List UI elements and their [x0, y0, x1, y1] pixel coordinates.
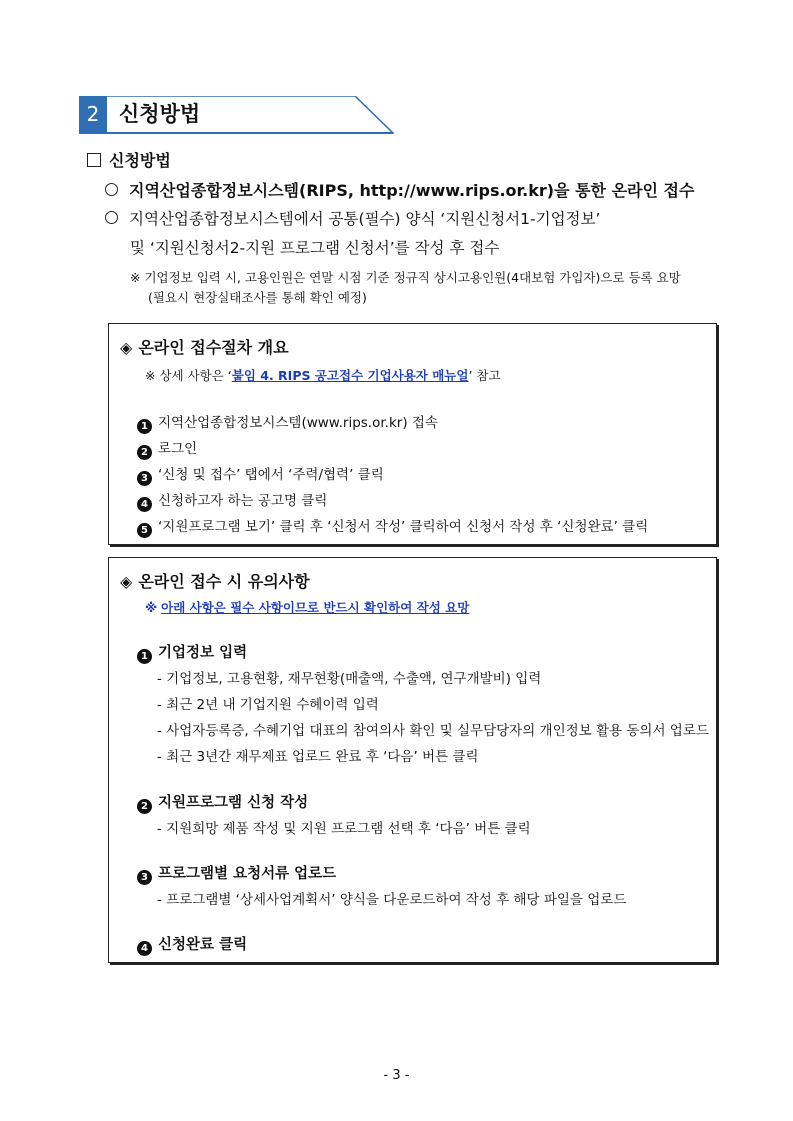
note-prefix: ※ 상세 사항은 ‘: [145, 368, 232, 383]
procedure-step: [137, 463, 384, 486]
step-text: ‘지원프로그램 보기’ 클릭 후 ‘신청서 작성’ 클릭하여 신청서 작성 후 ‘신청완료’ 클릭: [158, 519, 649, 535]
bullet-text: 지역산업종합정보시스템에서 공통(필수) 양식 ‘지원신청서1-기업정보’: [129, 210, 601, 228]
section-title: 신청방법: [119, 102, 201, 126]
procedure-step: [137, 489, 327, 512]
note-mark: ※: [145, 600, 158, 615]
box-heading: [120, 335, 289, 358]
step-number-icon: 1: [137, 649, 152, 664]
section-number: 2: [79, 96, 107, 133]
step-number-icon: 1: [137, 419, 152, 434]
step-number-icon: 3: [137, 471, 152, 486]
procedure-step: [137, 515, 648, 538]
box-title: 온라인 접수 시 유의사항: [138, 572, 310, 591]
step-text: 지역산업종합정보시스템(www.rips.or.kr) 접속: [158, 415, 438, 431]
note-line: ※ 기업정보 입력 시, 고용인원은 연말 시점 기준 정규직 상시고용인원(4대보험 가입자)으로 등록 요망: [130, 270, 681, 285]
step-number-icon: 5: [137, 523, 152, 538]
note-suffix: ’ 참고: [468, 368, 501, 383]
precaution-item: - 지원희망 제품 작성 및 지원 프로그램 선택 후 ‘다음’ 버튼 클릭: [157, 821, 531, 837]
step-number-icon: 2: [137, 799, 152, 814]
precaution-item: - 사업자등록증, 수혜기업 대표의 참여의사 확인 및 실무담당자의 개인정보 활용 동의서 업로드: [157, 723, 709, 739]
box-title: 온라인 접수절차 개요: [138, 338, 289, 357]
section-header: [79, 96, 394, 134]
bullet-text: 지역산업종합정보시스템(RIPS, http://www.rips.or.kr)을 통한 온라인 접수: [129, 181, 695, 200]
precaution-title: 신청완료 클릭: [158, 937, 248, 953]
precaution-item: - 최근 3년간 재무제표 업로드 완료 후 ‘다음’ 버튼 클릭: [157, 749, 479, 765]
page-number: - 3 -: [383, 1068, 410, 1083]
box-note: [145, 598, 469, 616]
precaution-section-heading: [137, 933, 247, 956]
circle-bullet-icon: [105, 211, 118, 224]
step-text: 로그인: [158, 441, 198, 457]
note-line: (필요시 현장실태조사를 통해 확인 예정): [148, 290, 367, 305]
diamond-icon: ◈: [120, 338, 133, 357]
precaution-item: - 기업정보, 고용현황, 재무현황(매출액, 수출액, 연구개발비) 입력: [157, 671, 542, 687]
circle-bullet-icon: [105, 183, 118, 196]
precaution-item: - 최근 2년 내 기업지원 수혜이력 입력: [157, 697, 379, 713]
precaution-section-heading: [137, 641, 247, 664]
bullet-forms-continued: 및 ‘지원신청서2-지원 프로그램 신청서’를 작성 후 접수: [130, 239, 500, 257]
bullet-forms: [105, 207, 600, 229]
step-number-icon: 3: [137, 870, 152, 885]
bullet-online-receipt: [105, 178, 694, 201]
precaution-title: 프로그램별 요청서류 업로드: [158, 866, 337, 882]
precaution-title: 지원프로그램 신청 작성: [158, 795, 309, 811]
procedure-step: [137, 437, 197, 460]
precaution-title: 기업정보 입력: [158, 645, 248, 661]
box-heading: [120, 569, 310, 592]
step-text: 신청하고자 하는 공고명 클릭: [158, 493, 328, 509]
precaution-section-heading: [137, 791, 308, 814]
manual-link[interactable]: 붙임 4. RIPS 공고접수 기업사용자 매뉴얼: [231, 368, 469, 383]
subsection-title: 신청방법: [109, 151, 171, 170]
step-number-icon: 4: [137, 497, 152, 512]
box-note: [145, 366, 501, 384]
procedure-step: [137, 411, 438, 434]
precaution-item: - 프로그램별 ‘상세사업계획서’ 양식을 다운로드하여 작성 후 해당 파일을 업로드: [157, 892, 627, 908]
subsection-heading: [87, 148, 171, 171]
diamond-icon: ◈: [120, 572, 133, 591]
step-text: ‘신청 및 접수’ 탭에서 ‘주력/협력’ 클릭: [158, 467, 384, 483]
step-number-icon: 4: [137, 941, 152, 956]
required-note: 아래 사항은 필수 사항이므로 반드시 확인하여 작성 요망: [161, 600, 470, 615]
square-bullet-icon: [87, 153, 101, 167]
precaution-section-heading: [137, 862, 336, 885]
step-number-icon: 2: [137, 445, 152, 460]
